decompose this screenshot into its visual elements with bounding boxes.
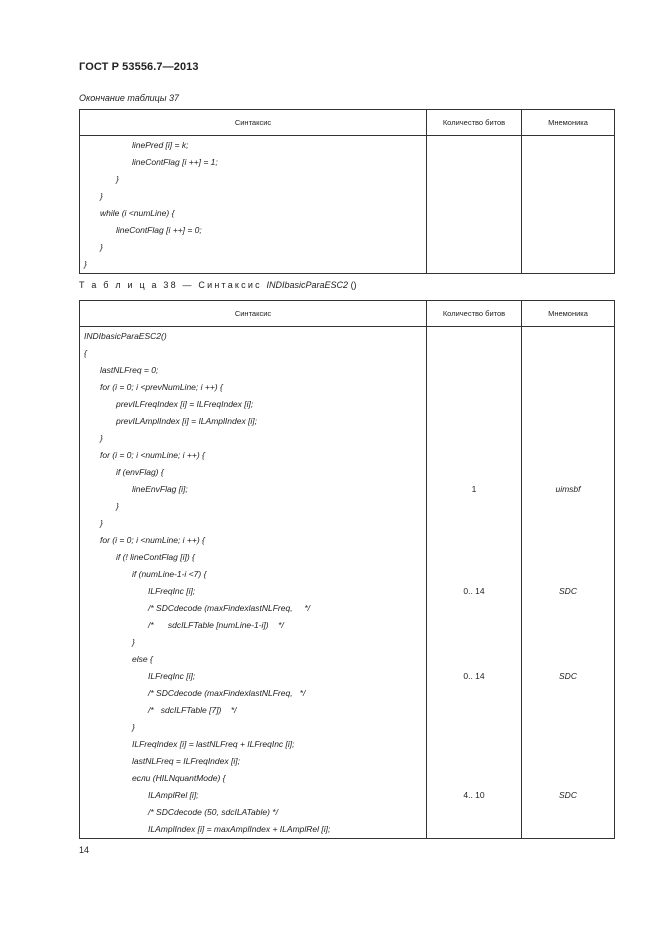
bits-value (427, 753, 521, 770)
page-number: 14 (79, 845, 90, 855)
code-line: if (envFlag) { (116, 467, 164, 477)
document-header: ГОСТ Р 53556.7—2013 (79, 61, 199, 73)
code-line: } (116, 501, 119, 511)
table38-caption (79, 280, 357, 290)
mnemonic-value (522, 804, 614, 821)
col-mnemonic-header: Мнемоника (522, 301, 615, 327)
code-line: for (i = 0; i <numLine; i ++) { (100, 450, 205, 460)
mnemonic-value (522, 498, 614, 515)
table37-body-row (80, 136, 615, 274)
bits-value (427, 532, 521, 549)
mnemonic-value (522, 770, 614, 787)
bits-value (427, 379, 521, 396)
bits-value (427, 447, 521, 464)
code-line: ILAmplRel [i]; (148, 790, 199, 800)
code-line: while (i <numLine) { (100, 208, 175, 218)
code-line: /* sdcILFTable [7]) */ (148, 705, 237, 715)
bits-value: 1 (471, 484, 477, 494)
code-line: } (84, 259, 87, 269)
bits-cell (427, 136, 522, 274)
mnemonic-value (522, 430, 614, 447)
mnemonic-value (522, 413, 614, 430)
bits-value (427, 770, 521, 787)
mnemonic-value (522, 736, 614, 753)
code-line: } (100, 518, 103, 528)
code-line: /* SDCdecode (50, sdcILATable) */ (148, 807, 278, 817)
bits-value: 4.. 10 (463, 790, 485, 800)
bits-value (427, 566, 521, 583)
table38-caption-prefix: Т а б л и ц а 38 — Синтаксис (79, 280, 267, 290)
syntax-cell (80, 136, 427, 274)
mnemonic-value: uimsbf (555, 484, 581, 494)
table37 (79, 109, 615, 274)
bits-value: 0.. 14 (463, 671, 485, 681)
bits-value (427, 651, 521, 668)
table37-caption: Окончание таблицы 37 (79, 93, 179, 103)
mnemonic-value (522, 753, 614, 770)
mnemonic-value: SDC (559, 790, 577, 800)
mnemonic-value (522, 328, 614, 345)
table37-header-row (80, 110, 615, 136)
code-line: } (100, 191, 103, 201)
code-line: prevILAmplIndex [i] = ILAmplIndex [i]; (116, 416, 258, 426)
col-syntax-header: Синтаксис (80, 301, 427, 327)
code-line: ILFreqInc [i]; (148, 586, 196, 596)
code-line: if (! lineContFlag [i]) { (116, 552, 195, 562)
code-line: /* SDCdecode (maxFindexlastNLFreq, */ (148, 688, 306, 698)
code-line: else { (132, 654, 153, 664)
bits-value (427, 464, 521, 481)
col-mnemonic-header: Мнемоника (522, 110, 615, 136)
table38 (79, 300, 615, 839)
mnemonic-value (522, 702, 614, 719)
bits-value (427, 328, 521, 345)
bits-value (427, 430, 521, 447)
mnemonic-value: SDC (559, 586, 577, 596)
code-line: lineContFlag [i ++] = 1; (132, 157, 218, 167)
bits-value (427, 821, 521, 838)
code-line: /* SDCdecode (maxFindexlastNLFreq, */ (148, 603, 311, 613)
mnemonic-value (522, 447, 614, 464)
mnemonic-value (522, 515, 614, 532)
code-line: { (84, 348, 87, 358)
code-line: } (132, 637, 135, 647)
bits-value: 0.. 14 (463, 586, 485, 596)
code-line: /* sdcILFTable [numLine-1-i]) */ (148, 620, 284, 630)
code-line: ILAmplIndex [i] = maxAmplIndex + ILAmplRel [i]; (148, 824, 331, 834)
bits-value (427, 498, 521, 515)
mnemonic-cell (522, 136, 615, 274)
code-line: ILFreqIndex [i] = lastNLFreq + ILFreqInc [i]; (132, 739, 295, 749)
syntax-cell (80, 327, 427, 839)
table38-caption-suffix: () (348, 280, 357, 290)
bits-value (427, 362, 521, 379)
col-bits-header: Количество битов (427, 110, 522, 136)
mnemonic-value (522, 362, 614, 379)
bits-value (427, 515, 521, 532)
code-line: } (100, 433, 103, 443)
code-line: } (116, 174, 119, 184)
mnemonic-value (522, 549, 614, 566)
bits-value (427, 719, 521, 736)
code-line: } (100, 242, 103, 252)
bits-value (427, 549, 521, 566)
mnemonic-value (522, 532, 614, 549)
mnemonic-value (522, 651, 614, 668)
mnemonic-value (522, 396, 614, 413)
code-line: lineEnvFlag [i]; (132, 484, 188, 494)
code-line: ILFreqInc [i]; (148, 671, 196, 681)
mnemonic-value (522, 464, 614, 481)
table38-body-row (80, 327, 615, 839)
bits-value (427, 685, 521, 702)
code-line: for (i = 0; i <numLine; i ++) { (100, 535, 205, 545)
col-syntax-header: Синтаксис (80, 110, 427, 136)
code-line: lastNLFreq = 0; (100, 365, 159, 375)
bits-value (427, 345, 521, 362)
code-line: prevILFreqIndex [i] = ILFreqIndex [i]; (116, 399, 254, 409)
code-line: INDIbasicParaESC2() (84, 331, 167, 341)
mnemonic-value (522, 566, 614, 583)
bits-value (427, 702, 521, 719)
code-line: } (132, 722, 135, 732)
code-line: если (HILNquantMode) { (132, 773, 226, 783)
mnemonic-value (522, 379, 614, 396)
table38-caption-name: INDIbasicParaESC2 (266, 280, 349, 290)
mnemonic-value (522, 719, 614, 736)
mnemonic-value (522, 634, 614, 651)
mnemonic-value (522, 600, 614, 617)
mnemonic-value (522, 821, 614, 838)
bits-value (427, 634, 521, 651)
bits-value (427, 413, 521, 430)
code-line: if (numLine-1-i <7) { (132, 569, 207, 579)
bits-value (427, 736, 521, 753)
mnemonic-value: SDC (559, 671, 577, 681)
bits-value (427, 396, 521, 413)
code-line: lastNLFreq = ILFreqIndex [i]; (132, 756, 240, 766)
bits-cell (427, 327, 522, 839)
code-line: for (i = 0; i <prevNumLine; i ++) { (100, 382, 223, 392)
bits-value (427, 804, 521, 821)
table38-header-row (80, 301, 615, 327)
mnemonic-cell (522, 327, 615, 839)
mnemonic-value (522, 617, 614, 634)
bits-value (427, 617, 521, 634)
mnemonic-value (522, 345, 614, 362)
code-line: linePred [i] = k; (132, 140, 189, 150)
mnemonic-value (522, 685, 614, 702)
bits-value (427, 600, 521, 617)
code-line: lineContFlag [i ++] = 0; (116, 225, 202, 235)
col-bits-header: Количество битов (427, 301, 522, 327)
